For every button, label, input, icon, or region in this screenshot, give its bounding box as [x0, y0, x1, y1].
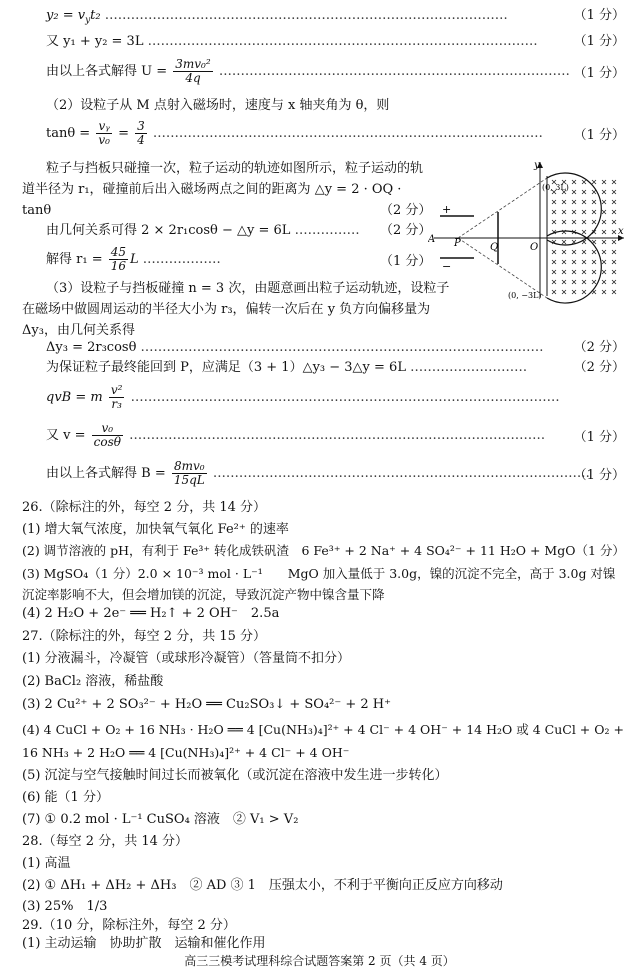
score: （2 分） [380, 203, 432, 218]
field-cross [572, 270, 576, 274]
score: （1 分） [573, 468, 625, 483]
field-crosses [552, 180, 616, 294]
field-cross [582, 200, 586, 204]
eq-return: 为保证粒子最终能回到 P，应满足（3 + 1）△y₃ − 3△y = 6L ……………………… [46, 360, 528, 375]
q26-header: 26.（除标注的外，每空 2 分，共 14 分） [22, 500, 267, 515]
field-cross [582, 270, 586, 274]
field-cross [602, 270, 606, 274]
field-cross [582, 250, 586, 254]
field-cross [612, 270, 616, 274]
field-cross [602, 210, 606, 214]
field-cross [582, 220, 586, 224]
field-cross [552, 270, 556, 274]
score: （2 分） [573, 360, 625, 375]
field-cross [572, 260, 576, 264]
field-cross [582, 180, 586, 184]
q26-3: (3) MgSO₄（1 分）2.0 × 10⁻³ mol · L⁻¹ MgO 加入量低于 3.0g，镍的沉淀不完全，高于 3.0g 对镍沉淀率影响不大，但会增加镁的沉淀，导致沉淀产物中镍含量下降 [22, 566, 616, 602]
field-cross [592, 200, 596, 204]
q27-1: (1) 分液漏斗，冷凝管（或球形冷凝管）（答量筒不扣分） [22, 651, 351, 666]
label-O: O [530, 242, 539, 253]
x-axis-label: x [618, 226, 624, 237]
q28-3: (3) 25% 1/3 [22, 899, 108, 914]
eq-tan: tanθ = $\frac{\text{vᵧ}}{\text{v₀}}$ = $\frac{3}{4}$ ……………………………………………………………………………… [46, 119, 543, 147]
q28-1: (1) 高温 [22, 856, 71, 871]
q29-header: 29.（10 分，除标注外，每空 2 分） [22, 918, 236, 933]
field-cross [562, 250, 566, 254]
field-cross [562, 270, 566, 274]
field-cross [602, 200, 606, 204]
field-cross [612, 290, 616, 294]
para-trajectory: 粒子与挡板只碰撞一次，粒子运动的轨迹如图所示，粒子运动的轨道半径为 r₁，碰撞前后出入磁场两点之间的距离为 △y = 2 · OQ · tanθ [22, 161, 424, 218]
score: （1 分） [573, 430, 625, 445]
field-cross [582, 190, 586, 194]
field-cross [592, 280, 596, 284]
score: （2 分） [380, 223, 432, 238]
field-cross [602, 240, 606, 244]
eq-geometry: 由几何关系可得 2 × 2r₁cosθ − △y = 6L …………… [46, 223, 360, 238]
q28-2: (2) ① ΔH₁ + ΔH₂ + ΔH₃ ② AD ③ 1 压强太小，不利于平衡向正反应方向移动 [22, 878, 503, 893]
page-footer: 高三三模考试理科综合试题答案第 2 页（共 4 页） [184, 954, 455, 968]
field-cross [582, 230, 586, 234]
field-cross [592, 250, 596, 254]
score: （1 分） [573, 66, 625, 81]
q28-header: 28.（每空 2 分，共 14 分） [22, 834, 189, 849]
field-cross [572, 210, 576, 214]
field-cross [582, 210, 586, 214]
field-cross [592, 210, 596, 214]
field-cross [552, 280, 556, 284]
field-cross [612, 200, 616, 204]
field-cross [602, 260, 606, 264]
field-cross [572, 200, 576, 204]
field-cross [572, 180, 576, 184]
field-cross [612, 240, 616, 244]
field-cross [552, 220, 556, 224]
score: （1 分） [573, 128, 625, 143]
eq-r1: 解得 r₁ = $\frac{45}{16}$ L ……………… [46, 245, 221, 273]
field-cross [582, 280, 586, 284]
eq-U: 由以上各式解得 U = $\frac{\text{3mv₀²}}{4q}$ ……………………………………………………………………… [46, 57, 570, 85]
field-cross [602, 190, 606, 194]
field-cross [602, 180, 606, 184]
field-cross [612, 250, 616, 254]
q27-header: 27.（除标注的外，每空 2 分，共 15 分） [22, 629, 267, 644]
label-minus: − [442, 260, 452, 273]
score: （2 分） [573, 340, 625, 355]
field-cross [612, 230, 616, 234]
eq-B: 由以上各式解得 B = $\frac{\text{8mv₀}}{15qL}$ …………………………………………………………………………… [46, 459, 590, 487]
q27-7: (7) ① 0.2 mol · L⁻¹ CuSO₄ 溶液 ② V₁ > V₂ [22, 812, 299, 827]
field-cross [552, 260, 556, 264]
label-Q: Q [490, 242, 499, 253]
field-cross [552, 210, 556, 214]
q26-1: (1) 增大氧气浓度，加快氧气氧化 Fe²⁺ 的速率 [22, 522, 289, 537]
field-cross [602, 250, 606, 254]
eq-v: 又 v = $\frac{\text{v₀}}{\cos\theta}$ …………………………………………………………………………………… [46, 421, 546, 449]
field-cross [612, 180, 616, 184]
label-P: P [454, 238, 461, 249]
point-top-label: (0, 3L) [542, 183, 569, 192]
field-cross [612, 280, 616, 284]
field-cross [612, 220, 616, 224]
field-cross [602, 230, 606, 234]
q26-2: (2) 调节溶液的 pH，有利于 Fe³⁺ 转化成铁矾渣 6 Fe³⁺ + 2 Na⁺ + 4 SO₄²⁻ + 11 H₂O + MgO（1 分） [22, 543, 625, 558]
field-cross [612, 190, 616, 194]
field-cross [572, 190, 576, 194]
field-cross [552, 250, 556, 254]
q27-6: (6) 能（1 分） [22, 790, 109, 805]
field-cross [582, 290, 586, 294]
q29-1: (1) 主动运输 协助扩散 运输和催化作用 [22, 936, 266, 951]
field-cross [562, 240, 566, 244]
para-part3: （3）设粒子与挡板碰撞 n = 3 次，由题意画出粒子运动轨迹，设粒子在磁场中做圆周运动的半径大小为 r₃，偏转一次后在 y 负方向偏移量为 Δy₃，由几何关系得 [22, 281, 450, 338]
field-cross [592, 270, 596, 274]
field-cross [592, 180, 596, 184]
eq-sum: 又 y₁ + y₂ = 3L ……………………………………………………………………………… [46, 34, 538, 49]
score: （1 分） [573, 34, 625, 49]
score: （1 分） [380, 254, 432, 269]
field-cross [562, 220, 566, 224]
field-cross [602, 290, 606, 294]
field-cross [562, 260, 566, 264]
q27-3: (3) 2 Cu²⁺ + 2 SO₃²⁻ + H₂O ══ Cu₂SO₃↓ + SO₄²⁻ + 2 H⁺ [22, 697, 391, 712]
field-cross [602, 220, 606, 224]
eq-dy3: Δy₃ = 2r₃cosθ ………………………………………………………………………………… [46, 340, 544, 355]
field-cross [552, 200, 556, 204]
score: （1 分） [573, 8, 625, 23]
y-axis-label: y [534, 160, 540, 171]
field-cross [612, 210, 616, 214]
q27-4: (4) 4 CuCl + O₂ + 16 NH₃ · H₂O ══ 4 [Cu(NH₃)₄]²⁺ + 4 Cl⁻ + 4 OH⁻ + 14 H₂O 或 4 CuCl + O₂ + 16 NH₃ + 2 H₂O ══ 4 [Cu(NH₃)₄]²⁺ + 4 Cl⁻ + 4 OH⁻ [22, 722, 624, 760]
label-plus: + [442, 203, 452, 216]
field-cross [572, 250, 576, 254]
field-cross [582, 260, 586, 264]
field-cross [552, 290, 556, 294]
field-cross [612, 260, 616, 264]
field-cross [562, 290, 566, 294]
field-cross [592, 220, 596, 224]
label-A: A [428, 234, 436, 245]
q26-4: (4) 2 H₂O + 2e⁻ ══ H₂↑ + 2 OH⁻ 2.5a [22, 606, 280, 621]
point-bottom-label: (0, −3L) [508, 291, 542, 300]
field-cross [592, 260, 596, 264]
field-cross [562, 210, 566, 214]
field-cross [602, 280, 606, 284]
q27-2: (2) BaCl₂ 溶液，稀盐酸 [22, 674, 164, 689]
field-cross [572, 290, 576, 294]
field-cross [572, 280, 576, 284]
field-cross [562, 280, 566, 284]
field-cross [592, 190, 596, 194]
field-cross [562, 200, 566, 204]
q27-5: (5) 沉淀与空气接触时间过长而被氧化（或沉淀在溶液中发生进一步转化） [22, 768, 448, 783]
part2-intro: （2）设粒子从 M 点射入磁场时，速度与 x 轴夹角为 θ，则 [46, 98, 390, 113]
eq-y2: $y_2 = v_yt_2$ ………………………………………………………………………………… [46, 8, 508, 26]
field-cross [572, 220, 576, 224]
eq-qvB: qvB = m $\frac{\text{v²}}{\text{r₃}}$ ……………………………………………………………………………………… [46, 383, 560, 411]
